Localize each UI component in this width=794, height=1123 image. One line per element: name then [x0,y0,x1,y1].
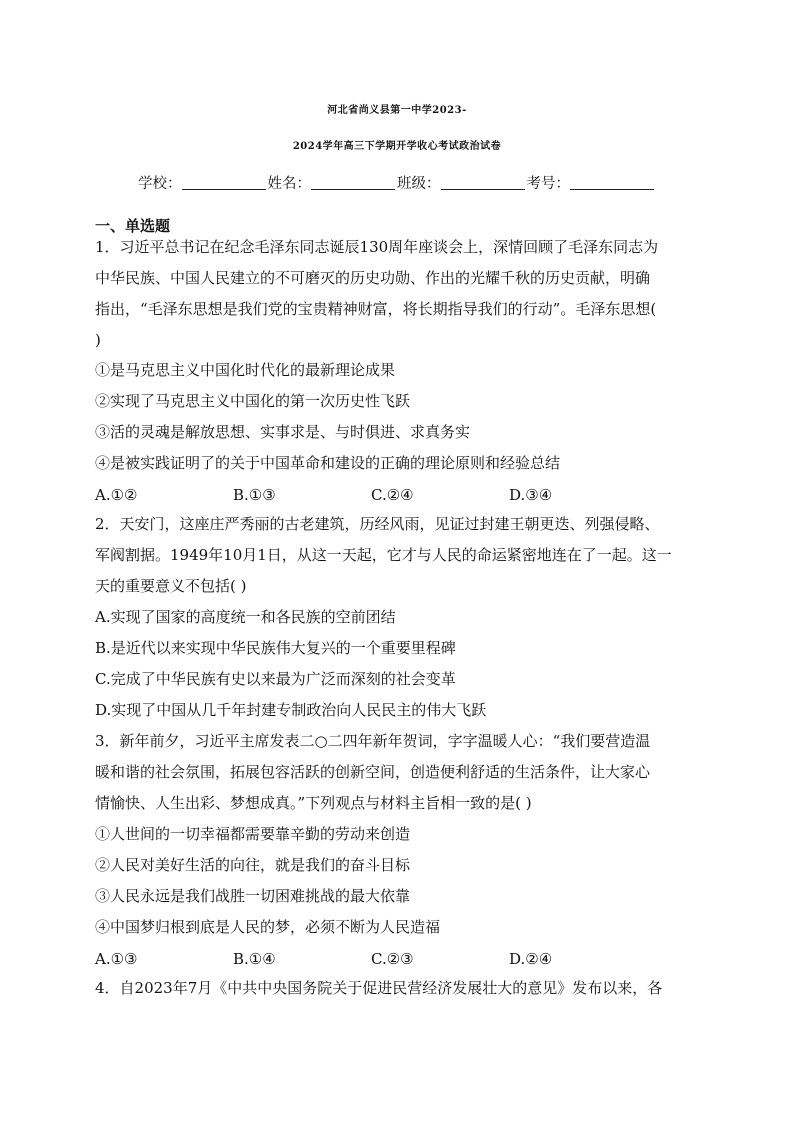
q1-option-a[interactable]: A.①② [95,486,138,504]
q1-stem-line: 1．习近平总书记在纪念毛泽东同志诞辰130周年座谈会上，深情回顾了毛泽东同志为 [95,238,659,256]
q2-option-d[interactable]: D.实现了中国从几千年封建专制政治向人民民主的伟大飞跃 [95,701,487,719]
student-info-fields [0,172,794,193]
school-label: 学校： [138,176,182,192]
q1-item: ①是马克思主义中国化时代化的最新理论成果 [95,361,396,379]
q3-option-a[interactable]: A.①③ [95,950,138,968]
q3-stem-line: 暖和谐的社会氛围，拓展包容活跃的创新空间，创造便利舒适的生活条件，让大家心 [95,763,651,781]
q3-option-c[interactable]: C.②③ [371,950,414,968]
exam-number-label: 考号： [526,176,570,192]
q3-stem-line: 情愉快、人生出彩、梦想成真。”下列观点与材料主旨相一致的是( ) [95,794,532,812]
q1-stem-line: ) [95,331,101,349]
q1-item: ④是被实践证明了的关于中国革命和建设的正确的理论原则和经验总结 [95,454,561,472]
q1-stem-line: 指出，“毛泽东思想是我们党的宝贵精神财富，将长期指导我们的行动”。毛泽东思想( [95,300,657,318]
q3-option-d[interactable]: D.②④ [509,950,553,968]
q3-item: ①人世间的一切幸福都需要靠辛勤的劳动来创造 [95,825,411,843]
q1-stem-line: 中华民族、中国人民建立的不可磨灭的历史功勋、作出的光耀千秋的历史贡献，明确 [95,269,651,287]
q1-option-d[interactable]: D.③④ [509,486,553,504]
name-blank[interactable] [311,175,395,190]
section-heading: 一、单选题 [95,217,171,235]
q1-item: ③活的灵魂是解放思想、实事求是、与时俱进、求真务实 [95,423,471,441]
q1-option-c[interactable]: C.②④ [371,486,414,504]
q2-stem-line: 天的重要意义不包括( ) [95,577,247,595]
q3-item: ③人民永远是我们战胜一切困难挑战的最大依靠 [95,887,411,905]
q2-option-c[interactable]: C.完成了中华民族有史以来最为广泛而深刻的社会变革 [95,670,456,688]
q4-stem-line: 4．自2023年7月《中共中央国务院关于促进民营经济发展壮大的意见》发布以来，各 [95,979,663,997]
q3-item: ④中国梦归根到底是人民的梦，必须不断为人民造福 [95,918,441,936]
q2-stem-line: 军阀割据。1949年10月1日，从这一天起，它才与人民的命运紧密地连在了一起。这一 [95,546,672,564]
exam-title-line-1: 河北省尚义县第一中学2023- [327,105,467,116]
q2-option-b[interactable]: B.是近代以来实现中华民族伟大复兴的一个重要里程碑 [95,639,456,657]
class-label: 班级： [397,176,441,192]
q3-option-b[interactable]: B.①④ [233,950,276,968]
school-blank[interactable] [182,175,266,190]
q1-option-b[interactable]: B.①③ [233,486,276,504]
exam-number-blank[interactable] [570,175,654,190]
exam-title-line-2: 2024学年高三下学期开学收心考试政治试卷 [292,141,502,152]
q2-stem-line: 2．天安门，这座庄严秀丽的古老建筑，历经风雨，见证过封建王朝更迭、列强侵略、 [95,515,660,533]
q2-option-a[interactable]: A.实现了国家的高度统一和各民族的空前团结 [95,608,396,626]
q3-stem-line: 3．新年前夕，习近平主席发表二○二四年新年贺词，字字温暖人心：“我们要营造温 [95,732,651,750]
q1-item: ②实现了马克思主义中国化的第一次历史性飞跃 [95,392,411,410]
name-label: 姓名： [267,176,311,192]
class-blank[interactable] [441,175,525,190]
q3-item: ②人民对美好生活的向往，就是我们的奋斗目标 [95,856,411,874]
